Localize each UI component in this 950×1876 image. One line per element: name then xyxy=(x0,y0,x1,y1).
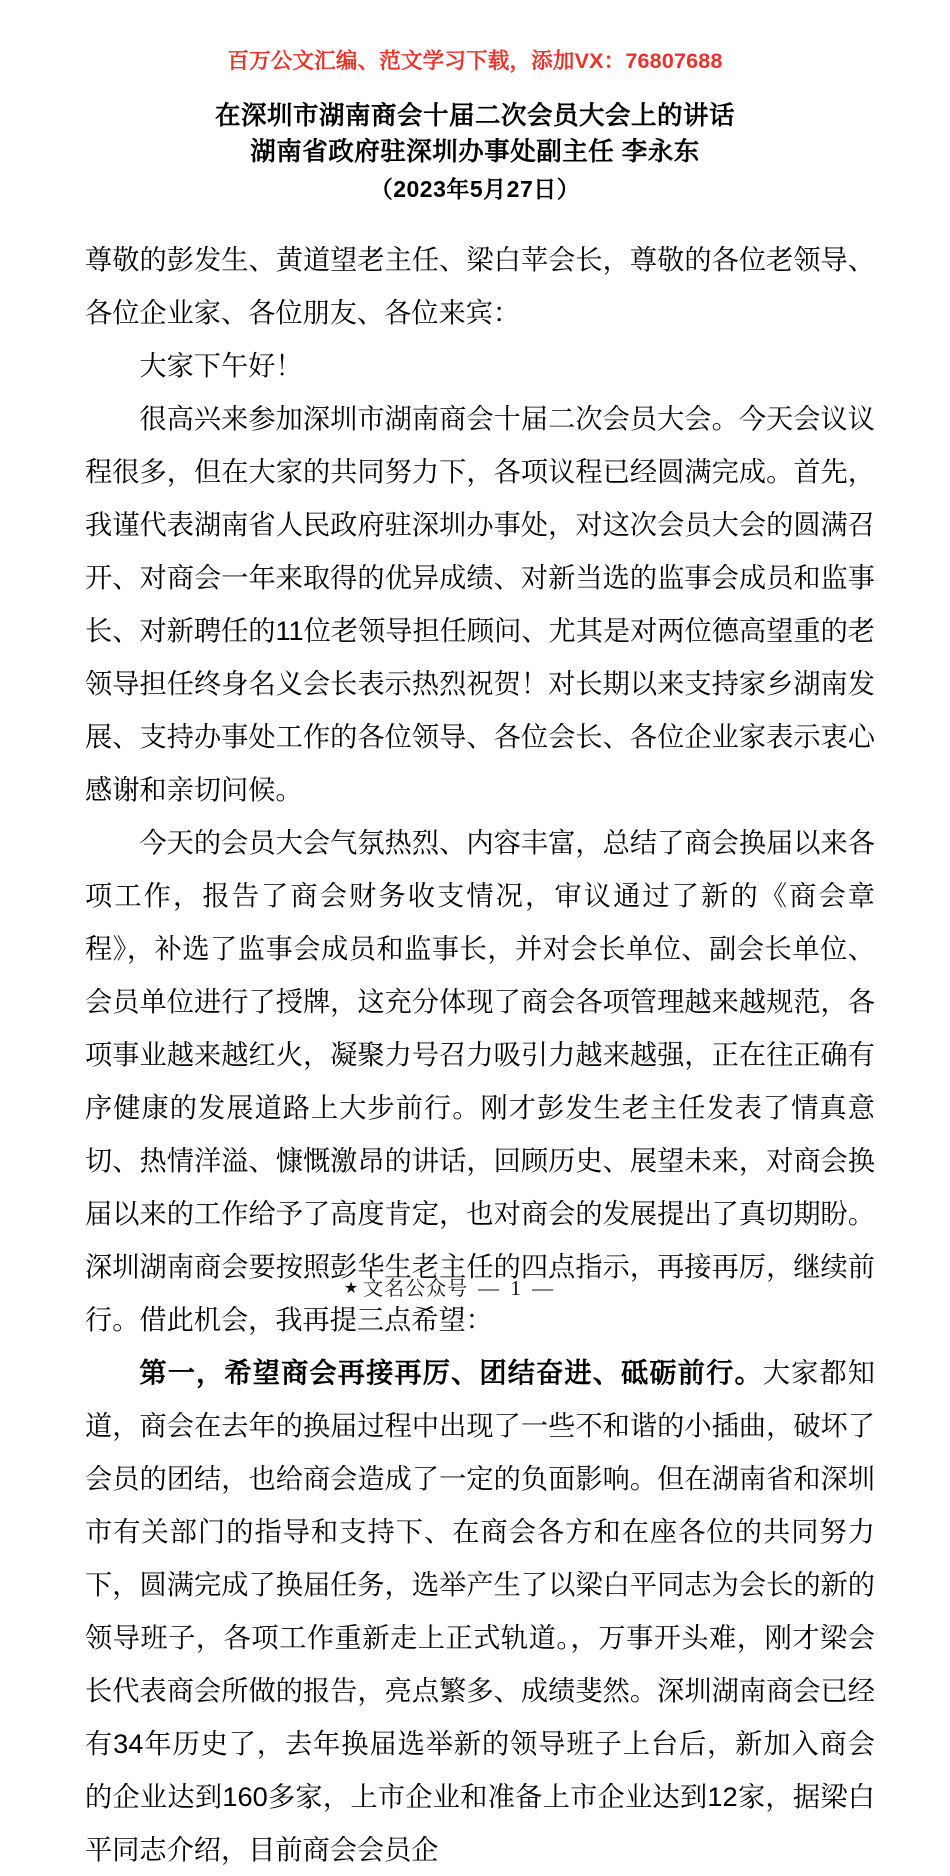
footer-watermark-label: 文名公众号 xyxy=(363,1278,469,1300)
point-one-heading: 第一，希望商会再接再厉、团结奋进、砥砺前行。 xyxy=(139,1357,763,1388)
footer-content xyxy=(344,1272,556,1301)
document-body xyxy=(85,233,875,1876)
point-one-text: 大家都知道，商会在去年的换届过程中出现了一些不和谐的小插曲，破坏了会员的团结，也给商会造成了一定的负面影响。但在湖南省和深圳市有关部门的指导和支持下、在商会各方和在座各位的共同努力下，圆满完成了换届任务，选举产生了以梁白平同志为会长的新的领导班子，各项工作重新走上正式轨道。，万事开头难，刚才梁会长代表商会所做的报告，亮点繁多、成绩斐然。深圳湖南商会已经有34年历史了，去年换届选举新的领导班子上台后，新加入商会的企业达到160多家，上市企业和准备上市企业达到12家，据梁白平同志介绍，目前商会会员企 xyxy=(85,1357,875,1865)
page-number: — 1 — xyxy=(478,1276,557,1300)
title-block xyxy=(0,98,950,208)
star-icon: ★ xyxy=(343,1280,360,1297)
paragraph-opening-remarks: 很高兴来参加深圳市湖南商会十届二次会员大会。今天会议议程很多，但在大家的共同努力下，各项议程已经圆满完成。首先，我谨代表湖南省人民政府驻深圳办事处，对这次会员大会的圆满召开、对商会一年来取得的优异成绩、对新当选的监事会成员和监事长、对新聘任的11位老领导担任顾问、尤其是对两位德高望重的老领导担任终身名义会长表示热烈祝贺！对长期以来支持家乡湖南发展、支持办事处工作的各位领导、各位会长、各位企业家表示衷心感谢和亲切问候。 xyxy=(85,403,875,805)
paragraph-salutation: 尊敬的彭发生、黄道望老主任、梁白苹会长，尊敬的各位老领导、各位企业家、各位朋友、各位来宾： xyxy=(85,244,875,328)
paragraph-point-one xyxy=(85,1346,875,1876)
paragraph-greeting: 大家下午好！ xyxy=(139,350,303,381)
document-date: （2023年5月27日） xyxy=(369,176,581,202)
promo-banner-text: 百万公文汇编、范文学习下载，添加VX：76807688 xyxy=(227,49,723,73)
document-title-line-1: 在深圳市湖南商会十届二次会员大会上的讲话 xyxy=(214,102,735,130)
document-title-line-2-author: 湖南省政府驻深圳办事处副主任 李永东 xyxy=(250,138,700,166)
paragraph-meeting-summary: 今天的会员大会气氛热烈、内容丰富，总结了商会换届以来各项工作，报告了商会财务收支情况，审议通过了新的《商会章程》，补选了监事会成员和监事长，并对会长单位、副会长单位、会员单位进行了授牌，这充分体现了商会各项管理越来越规范，各项事业越来越红火，凝聚力号召力吸引力越来越强，正在往正确有序健康的发展道路上大步前行。刚才彭发生老主任发表了情真意切、热情洋溢、慷慨激昂的讲话，回顾历史、展望未来，对商会换届以来的工作给予了高度肯定，也对商会的发展提出了真切期盼。深圳湖南商会要按照彭华生老主任的四点指示，再接再厉，继续前行。借此机会，我再提三点希望： xyxy=(85,827,875,1335)
page-footer xyxy=(0,1272,950,1301)
